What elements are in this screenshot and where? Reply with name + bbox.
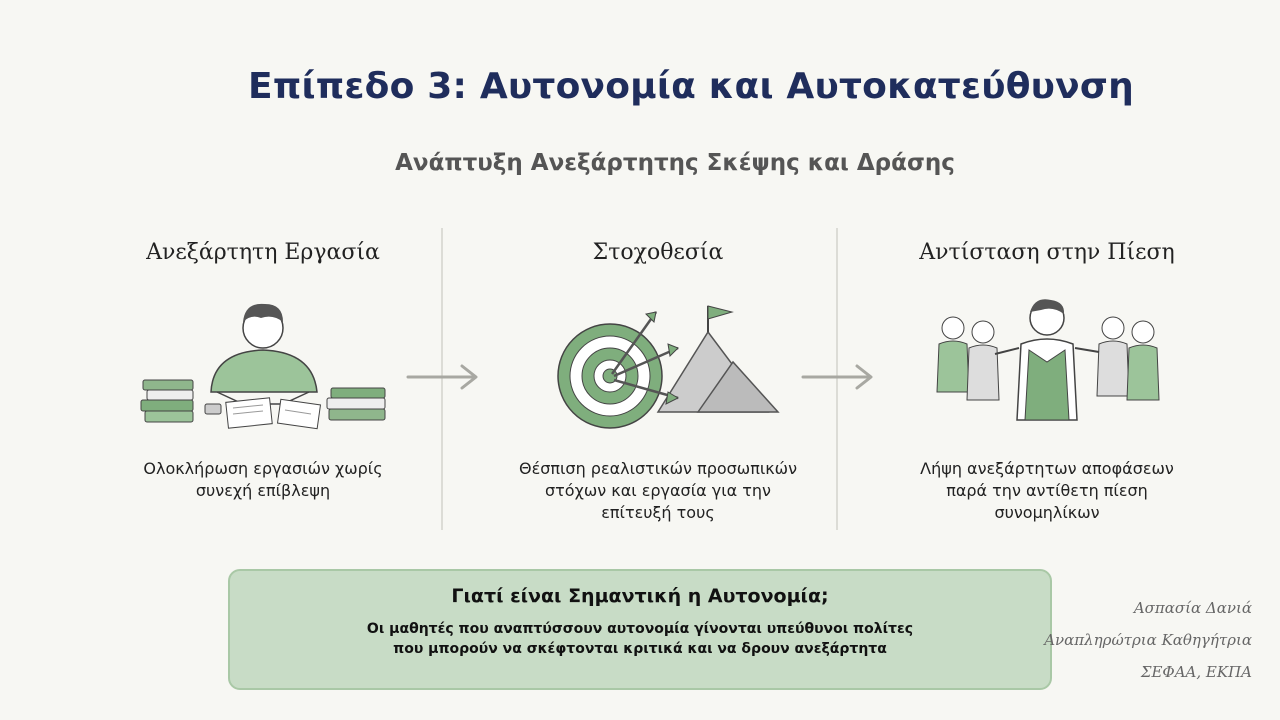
target-and-mountain-illustration <box>528 292 788 442</box>
author-block <box>1044 592 1252 688</box>
slide-title: Επίπεδο 3: Αυτονομία και Αυτοκατεύθυνση <box>248 66 1134 107</box>
callout-title: Γιατί είναι Σημαντική η Αυτονομία; <box>451 585 829 607</box>
column-description: Ολοκλήρωση εργασιών χωρίς συνεχή επίβλεψη <box>143 459 383 500</box>
column-independent-work <box>113 236 413 502</box>
column-resisting-pressure <box>897 236 1197 524</box>
column-title: Αντίσταση στην Πίεση <box>919 240 1175 265</box>
arrow-right-icon <box>404 360 482 394</box>
column-goal-setting <box>508 236 808 524</box>
callout-text: Οι μαθητές που αναπτύσσουν αυτονομία γίνονται υπεύθυνοι πολίτες που μπορούν να σκέφτονται κριτικά και να δρουν ανεξάρτητα <box>366 621 914 657</box>
peer-pressure-illustration <box>917 292 1177 442</box>
author-role: Αναπληρώτρια Καθηγήτρια <box>1044 631 1252 649</box>
author-affiliation: ΣΕΦΑΑ, ΕΚΠΑ <box>1140 663 1252 681</box>
column-description: Λήψη ανεξάρτητων αποφάσεων παρά την αντίθετη πίεση συνομηλίκων <box>920 459 1174 522</box>
student-studying-illustration <box>133 292 393 442</box>
importance-callout <box>228 569 1052 690</box>
arrow-right-icon <box>799 360 877 394</box>
column-title: Στοχοθεσία <box>592 240 724 265</box>
author-name: Ασπασία Δανιά <box>1133 599 1252 617</box>
column-description: Θέσπιση ρεαλιστικών προσωπικών στόχων και εργασία για την επίτευξή τους <box>519 459 797 522</box>
column-title: Ανεξάρτητη Εργασία <box>146 240 380 265</box>
slide-subtitle: Ανάπτυξη Ανεξάρτητης Σκέψης και Δράσης <box>395 150 955 176</box>
